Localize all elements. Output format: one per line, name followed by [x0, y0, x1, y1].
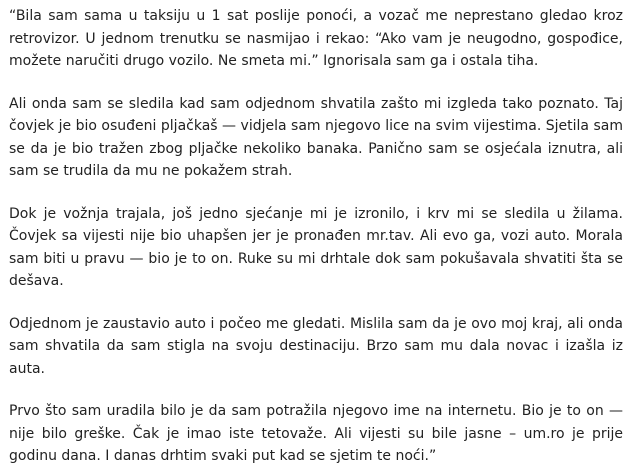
paragraph-2: Ali onda sam se sledila kad sam odjednom shvatila zašto mi izgleda tako poznato. Taj čovjek je bio osuđeni pljačkaš — vidjela sam njegovo lice na svim vijestima. Sjetila sam se da je bio tražen zbog pljačke nekoliko banaka. Panično sam se osjećala iznutra, ali sam se trudila da mu ne pokažem strah. — [9, 95, 623, 179]
paragraph-5: Prvo što sam uradila bilo je da sam potražila njegovo ime na internetu. Bio je to on — nije bilo greške. Čak je imao iste tetovaže. Ali vijesti su bile jasne – um.ro je prije godinu dana. I danas drhtim svaki put kad se sjetim te noći.” — [9, 403, 623, 464]
paragraph-1: “Bila sam sama u taksiju u 1 sat poslije ponoći, a vozač me neprestano gledao kroz retrovizor. U jednom trenutku se nasmijao i rekao: “Ako vam je neugodno, gospođice, možete naručiti drugo vozilo. Ne smeta mi.” Ignorisala sam ga i ostala tiha. — [9, 8, 623, 69]
paragraph-3: Dok je vožnja trajala, još jedno sjećanje mi je izronilo, i krv mi se sledila u žilama. Čovjek sa vijesti nije bio uhapšen jer je pronađen mr.tav. Ali evo ga, vozi auto. Morala sam biti u pravu — bio je to on. Ruke su mi drhtale dok sam pokušavala shvatiti šta se dešava. — [9, 205, 623, 289]
paragraph-4: Odjednom je zaustavio auto i počeo me gledati. Mislila sam da je ovo moj kraj, ali onda sam shvatila da sam stigla na svoju destinaciju. Brzo sam mu dala novac i izašla iz auta. — [9, 315, 623, 377]
